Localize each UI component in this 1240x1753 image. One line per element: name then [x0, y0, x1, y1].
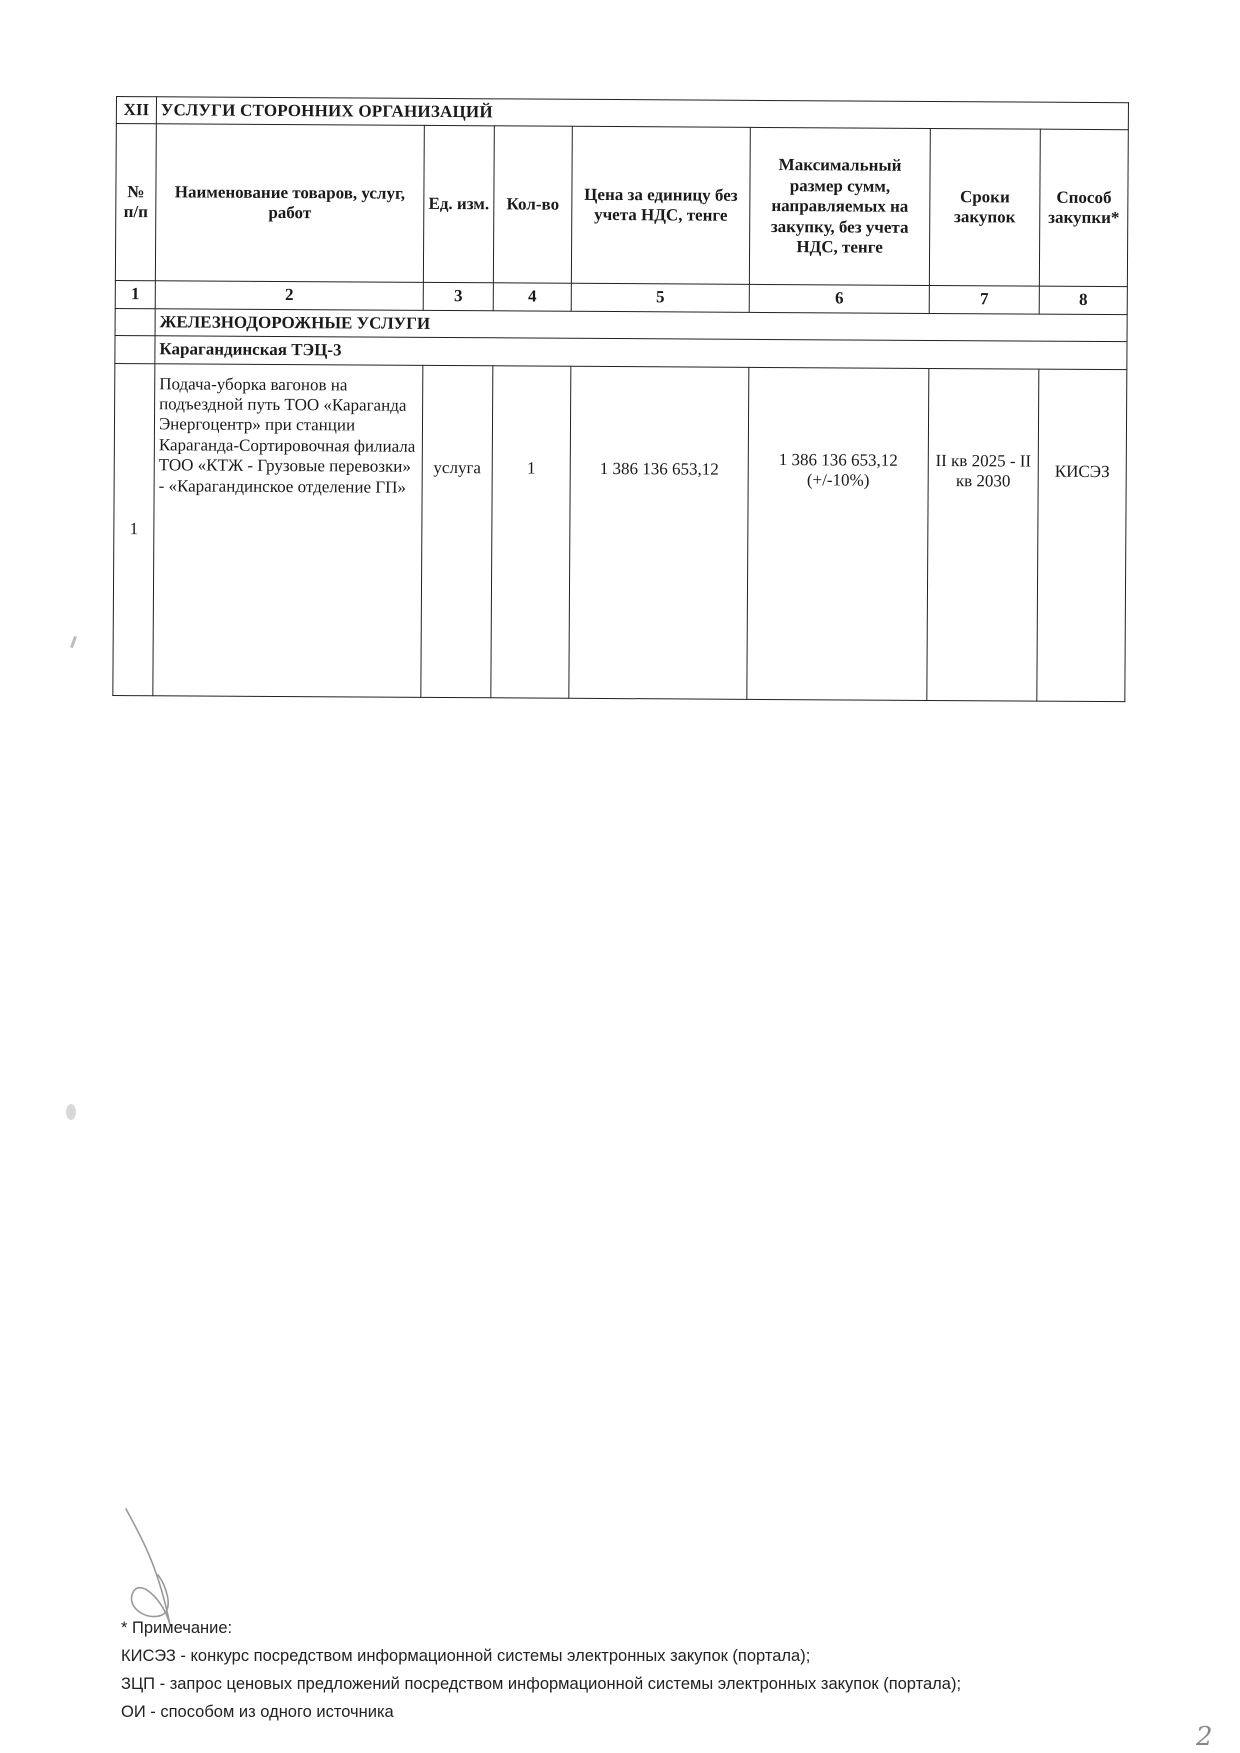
- row-method: КИСЭЗ: [1037, 369, 1127, 702]
- scan-mark: [70, 636, 77, 648]
- header-number: № п/п: [115, 124, 156, 281]
- procurement-table: [112, 96, 1129, 702]
- section-title: УСЛУГИ СТОРОННИХ ОРГАНИЗАЦИЙ: [156, 97, 1128, 130]
- column-number: 8: [1039, 287, 1127, 315]
- table-row: [113, 363, 1127, 701]
- column-number: 7: [929, 286, 1039, 314]
- footnote-line: ЗЦП - запрос ценовых предложений посредством информационной системы электронных закупок (портала);: [121, 1675, 962, 1693]
- column-header-row: [115, 124, 1128, 287]
- header-method: Способ закупки*: [1039, 130, 1128, 288]
- row-period: II кв 2025 - II кв 2030: [927, 368, 1039, 701]
- column-number: 6: [749, 285, 929, 313]
- row-unit: услуга: [421, 365, 493, 697]
- row-max-amount: 1 386 136 653,12 (+/-10%): [747, 367, 929, 700]
- header-period: Сроки закупок: [929, 129, 1040, 287]
- footnote-line: КИСЭЗ - конкурс посредством информационной системы электронных закупок (портала);: [121, 1647, 811, 1665]
- header-unit: Ед. изм.: [423, 126, 494, 283]
- header-name: Наименование товаров, услуг, работ: [155, 124, 424, 283]
- handwritten-signature: [118, 1505, 208, 1630]
- row-item-name: Подача-уборка вагонов на подъездной путь ТОО «Караганда Энергоцентр» при станции Караганда-Сортировочная филиала ТОО «КТЖ - Грузовые перевозки» - «Карагандинское отделение ГП»: [153, 363, 423, 697]
- footnote-title: * Примечание:: [121, 1619, 233, 1637]
- row-quantity: 1: [491, 365, 571, 697]
- column-number: 5: [571, 284, 749, 312]
- column-number: 1: [115, 281, 155, 309]
- footnote: [121, 1614, 1121, 1726]
- column-number: 4: [493, 283, 571, 311]
- row-unit-price: 1 386 136 653,12: [569, 366, 749, 699]
- header-qty: Кол-во: [493, 126, 572, 283]
- column-number: 3: [423, 283, 493, 311]
- category-title: ЖЕЛЕЗНОДОРОЖНЫЕ УСЛУГИ: [155, 309, 1127, 342]
- header-max-amount: Максимальный размер сумм, направляемых на закупку, без учета НДС, тенге: [749, 128, 930, 286]
- header-price: Цена за единицу без учета НДС, тенге: [571, 127, 750, 285]
- category-empty-cell: [115, 308, 155, 336]
- subcategory-title: Карагандинская ТЭЦ-3: [155, 336, 1127, 369]
- section-number: XII: [116, 97, 156, 125]
- row-number: 1: [113, 363, 155, 695]
- column-number: 2: [155, 281, 423, 310]
- subcategory-empty-cell: [115, 336, 155, 364]
- footnote-line: ОИ - способом из одного источника: [121, 1703, 394, 1721]
- page-number: 2: [1196, 1722, 1213, 1752]
- scan-mark: [66, 1104, 76, 1120]
